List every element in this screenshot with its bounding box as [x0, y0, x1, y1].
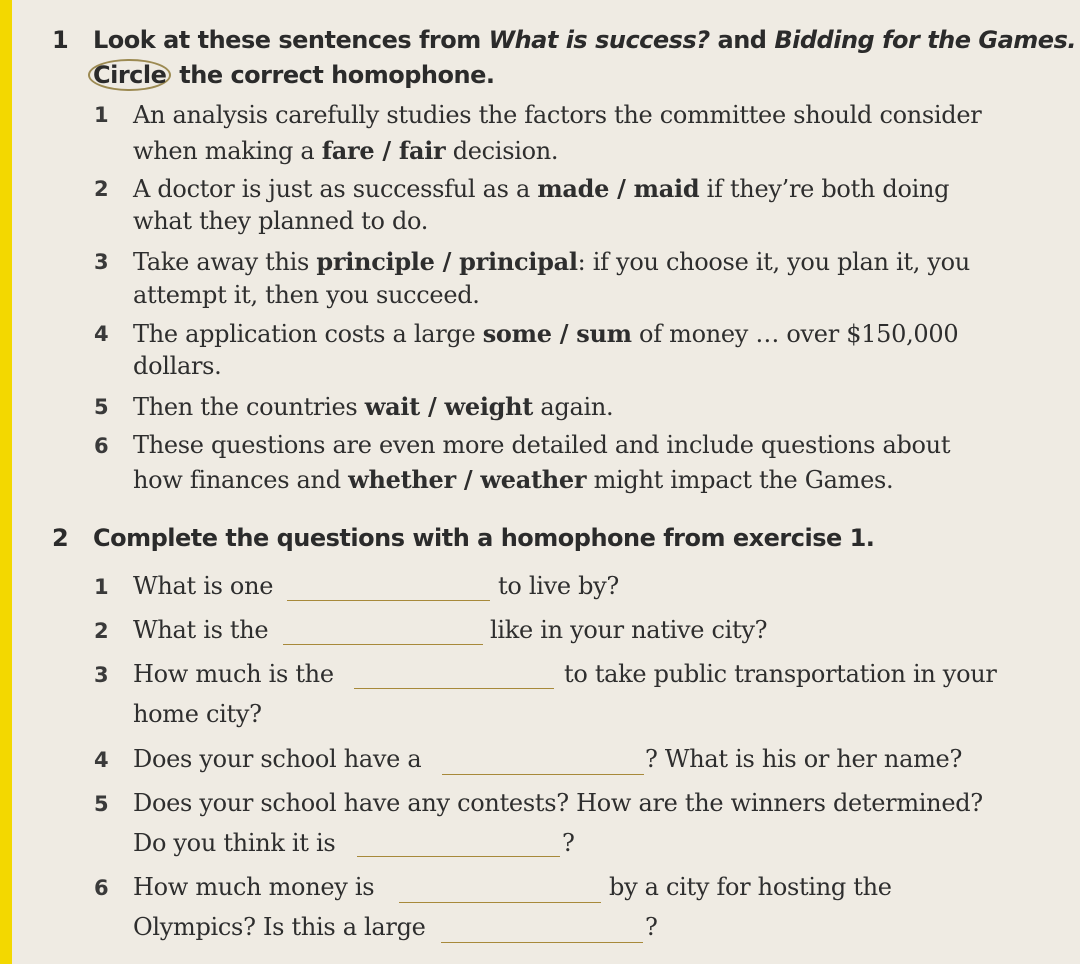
ex2-item-number: 2: [94, 619, 109, 643]
exercise-1-heading: [93, 26, 1076, 54]
ex2-item2-after: like in your native city?: [490, 616, 768, 644]
text-segment: when making a: [133, 137, 322, 165]
homophone-choice: some / sum: [482, 319, 632, 348]
homophone-choice: fare / fair: [321, 136, 446, 165]
text-segment: again.: [533, 393, 614, 421]
homophone-choice: wait / weight: [364, 392, 534, 421]
instruction-rest: the correct homophone.: [171, 61, 495, 89]
homophone-choice: made / maid: [537, 174, 700, 203]
ex2-item-number: 3: [94, 663, 109, 687]
ex2-item6-after2: ?: [645, 913, 658, 941]
exercise-2-heading: Complete the questions with a homophone from exercise 1.: [93, 524, 875, 552]
ex2-item6-before2: Olympics? Is this a large: [133, 913, 426, 941]
ex1-item4-line2: dollars.: [133, 352, 222, 380]
answer-blank[interactable]: [354, 688, 554, 689]
ex2-item5-before: Do you think it is: [133, 829, 336, 857]
ex1-item1-line1: An analysis carefully studies the factors the committee should consider: [133, 101, 982, 129]
ex2-item6-after: by a city for hosting the: [609, 873, 892, 901]
answer-blank[interactable]: [399, 902, 601, 903]
ex1-item1-line2: [133, 136, 558, 165]
heading-prefix: Look at these sentences from: [93, 26, 489, 54]
ex1-item6-line2: [133, 465, 893, 494]
ex2-item2-before: What is the: [133, 616, 269, 644]
ex1-item2-line2: what they planned to do.: [133, 207, 429, 235]
answer-blank[interactable]: [357, 856, 560, 857]
text-segment: A doctor is just as successful as a: [133, 175, 538, 203]
text-segment: how finances and: [133, 466, 349, 494]
ex2-item3-after: to take public transportation in your: [564, 660, 997, 688]
exercise-1-instruction: [93, 59, 494, 91]
ex1-item3-line1: [133, 247, 970, 276]
text-segment: Take away this: [133, 248, 317, 276]
ex2-item-number: 6: [94, 876, 109, 900]
ex1-item-number: 5: [94, 395, 109, 419]
ex1-item-number: 4: [94, 322, 109, 346]
ex2-item4-after: ? What is his or her name?: [645, 745, 963, 773]
answer-blank[interactable]: [283, 644, 483, 645]
text-segment: : if you choose it, you plan it, you: [577, 248, 970, 276]
text-segment: Then the countries: [133, 393, 365, 421]
text-segment: of money … over $150,000: [631, 320, 959, 348]
ex1-item-number: 3: [94, 250, 109, 274]
text-segment: decision.: [445, 137, 559, 165]
ex2-item3-line2: home city?: [133, 700, 262, 728]
ex1-item-number: 1: [94, 103, 109, 127]
heading-and: and: [709, 26, 775, 54]
yellow-margin-bar: [0, 0, 12, 964]
ex2-item-number: 1: [94, 575, 109, 599]
ex2-item5-line1: Does your school have any contests? How are the winners determined?: [133, 789, 983, 817]
text-segment: might impact the Games.: [586, 466, 894, 494]
text-segment: if they’re both doing: [699, 175, 950, 203]
title-what-is-success: What is success?: [488, 26, 710, 54]
ex1-item5-line1: [133, 392, 613, 421]
ex2-item5-after: ?: [562, 829, 575, 857]
homophone-choice: whether / weather: [348, 465, 587, 494]
ex2-item1-after: to live by?: [498, 572, 619, 600]
exercise-1-number: 1: [52, 26, 69, 54]
answer-blank[interactable]: [442, 774, 644, 775]
exercise-2-number: 2: [52, 524, 69, 552]
answer-blank[interactable]: [287, 600, 490, 601]
ex1-item4-line1: [133, 319, 958, 348]
title-bidding-for-the-games: Bidding for the Games.: [774, 26, 1076, 54]
ex1-item-number: 2: [94, 177, 109, 201]
ex1-item3-line2: attempt it, then you succeed.: [133, 281, 480, 309]
ex2-item6-before: How much money is: [133, 873, 375, 901]
homophone-choice: principle / principal: [316, 247, 578, 276]
ex2-item-number: 4: [94, 748, 109, 772]
ex2-item-number: 5: [94, 792, 109, 816]
ex2-item3-before: How much is the: [133, 660, 334, 688]
circled-word: Circle: [88, 59, 171, 91]
ex1-item6-line1: These questions are even more detailed and include questions about: [133, 431, 951, 459]
text-segment: The application costs a large: [133, 320, 483, 348]
ex1-item2-line1: [133, 174, 949, 203]
answer-blank[interactable]: [441, 942, 643, 943]
ex2-item4-before: Does your school have a: [133, 745, 422, 773]
ex1-item-number: 6: [94, 434, 109, 458]
ex2-item1-before: What is one: [133, 572, 274, 600]
